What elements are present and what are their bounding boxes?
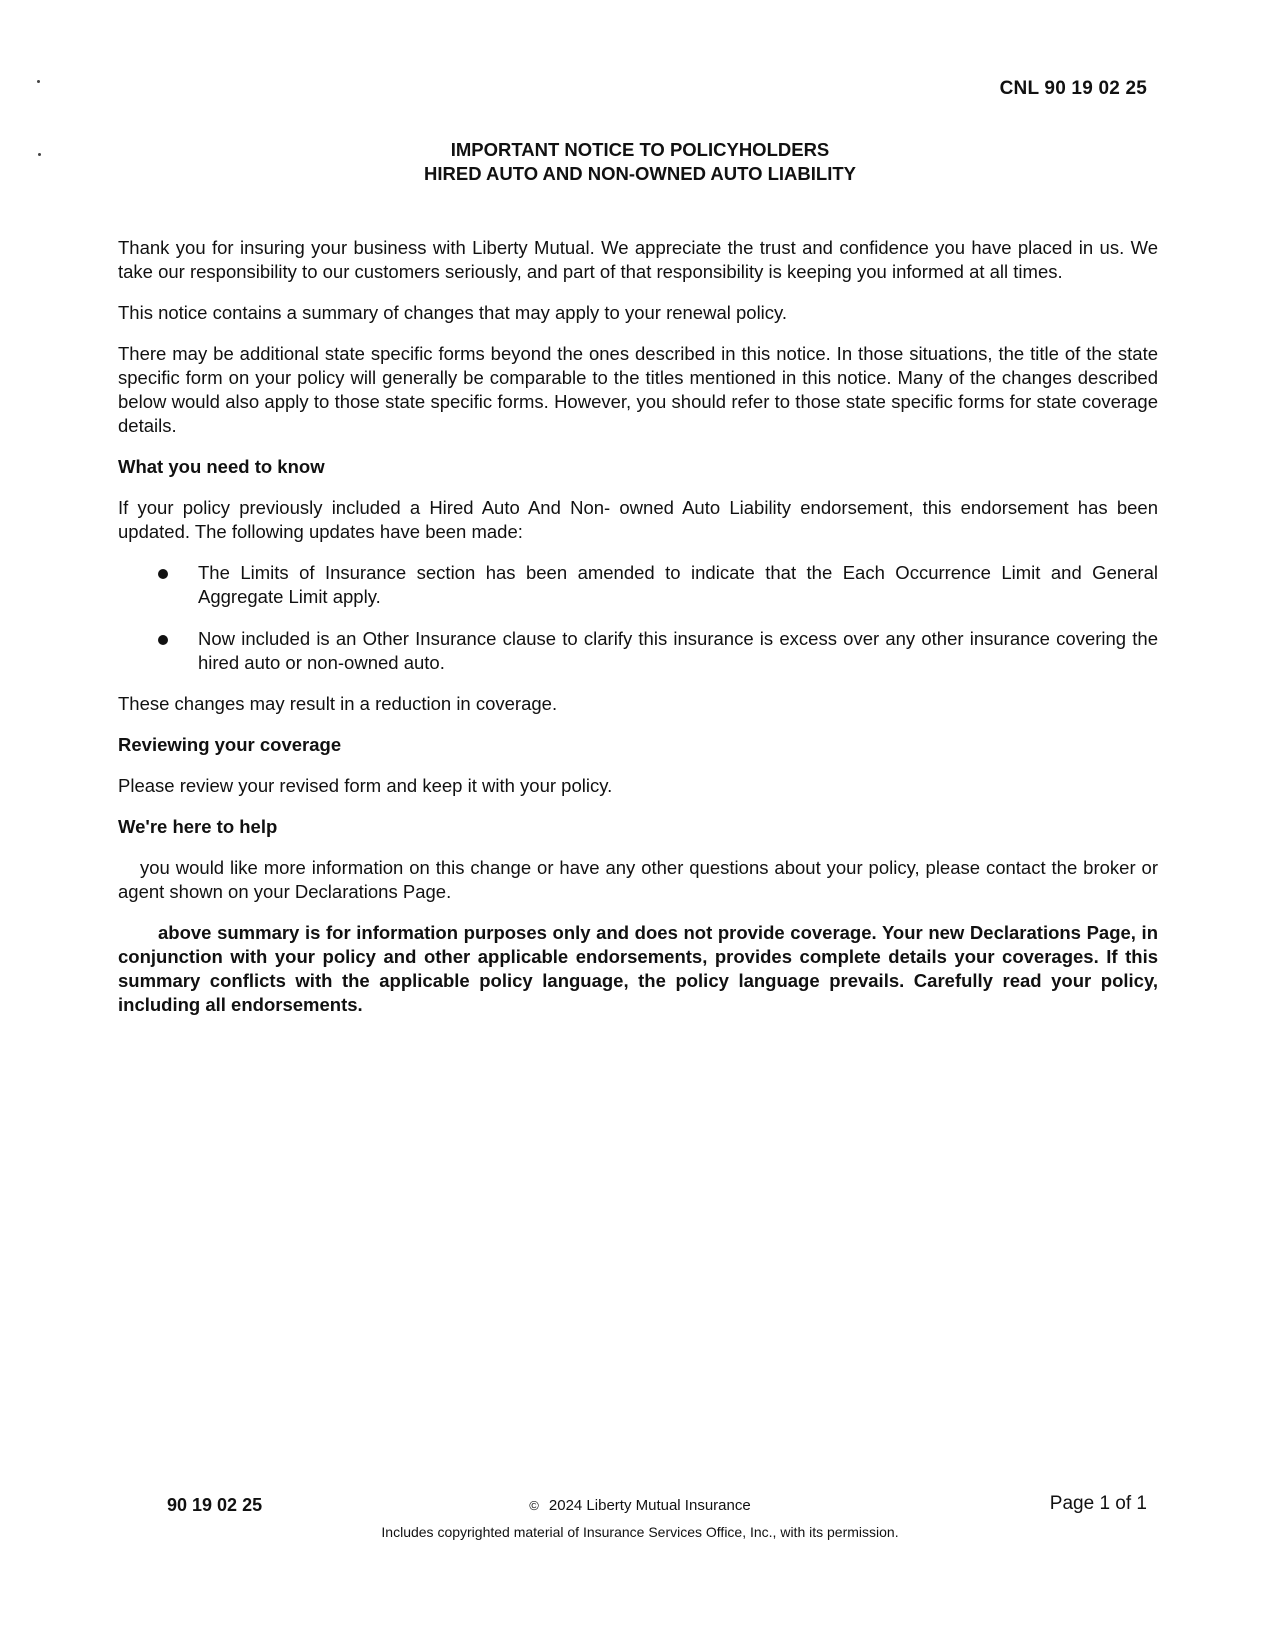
intro-paragraph: Thank you for insuring your business with Liberty Mutual. We appreciate the trust and confidence you have placed in us. We take our responsibility to our customers seriously, and part of that responsibility is keeping you informed at all times. xyxy=(118,237,1158,282)
scan-mark xyxy=(37,80,40,83)
page-number: Page 1 of 1 xyxy=(1049,1493,1147,1514)
reduction-paragraph: These changes may result in a reduction in coverage. xyxy=(118,693,558,714)
page-title xyxy=(0,138,1265,186)
updates-list xyxy=(118,561,1158,675)
section-heading-what-you-need-to-know: What you need to know xyxy=(118,456,325,477)
updates-intro-paragraph: If your policy previously included a Hired Auto And Non- owned Auto Liability endorsement, this endorsement has been updated. The following updates have been made: xyxy=(118,497,1158,542)
section-heading-reviewing: Reviewing your coverage xyxy=(118,734,342,755)
list-item xyxy=(118,627,1158,675)
section-heading-help: We're here to help xyxy=(118,816,278,837)
list-item-text: The Limits of Insurance section has been amended to indicate that the Each Occurrence Limit and General Aggregate Limit apply. xyxy=(198,562,1158,607)
bullet-icon xyxy=(158,569,168,579)
summary-paragraph: This notice contains a summary of changes that may apply to your renewal policy. xyxy=(118,302,788,323)
state-forms-paragraph: There may be additional state specific forms beyond the ones described in this notice. In those situations, the title of the state specific form on your policy will generally be comparable to the titles mentioned in this notice. Many of the changes described below would also apply to those state specific forms. However, you should refer to those state specific forms for state coverage details. xyxy=(118,343,1158,436)
list-item xyxy=(118,561,1158,609)
help-paragraph: you would like more information on this change or have any other questions about your policy, please contact the broker or agent shown on your Declarations Page. xyxy=(118,857,1158,902)
iso-notice: Includes copyrighted material of Insurance Services Office, Inc., with its permission. xyxy=(381,1524,899,1540)
form-code: CNL 90 19 02 25 xyxy=(999,78,1147,99)
disclaimer-paragraph: above summary is for information purposes only and does not provide coverage. Your new Declarations Page, in conjunction with your policy and other applicable endorsements, provides complete details your coverages. If this summary conflicts with the applicable policy language, the policy language prevails. Carefully read your policy, including all endorsements. xyxy=(118,922,1158,1015)
list-item-text: Now included is an Other Insurance clause to clarify this insurance is excess over any other insurance covering the hired auto or non-owned auto. xyxy=(198,628,1158,673)
title-line-2: HIRED AUTO AND NON-OWNED AUTO LIABILITY xyxy=(424,163,856,184)
review-paragraph: Please review your revised form and keep it with your policy. xyxy=(118,775,613,796)
bullet-icon xyxy=(158,635,168,645)
notice-body xyxy=(118,236,1158,1034)
footer-form-number: 90 19 02 25 xyxy=(167,1495,263,1515)
title-line-1: IMPORTANT NOTICE TO POLICYHOLDERS xyxy=(450,139,830,160)
copyright-icon: © xyxy=(529,1498,539,1513)
copyright-text: 2024 Liberty Mutual Insurance xyxy=(548,1497,751,1514)
